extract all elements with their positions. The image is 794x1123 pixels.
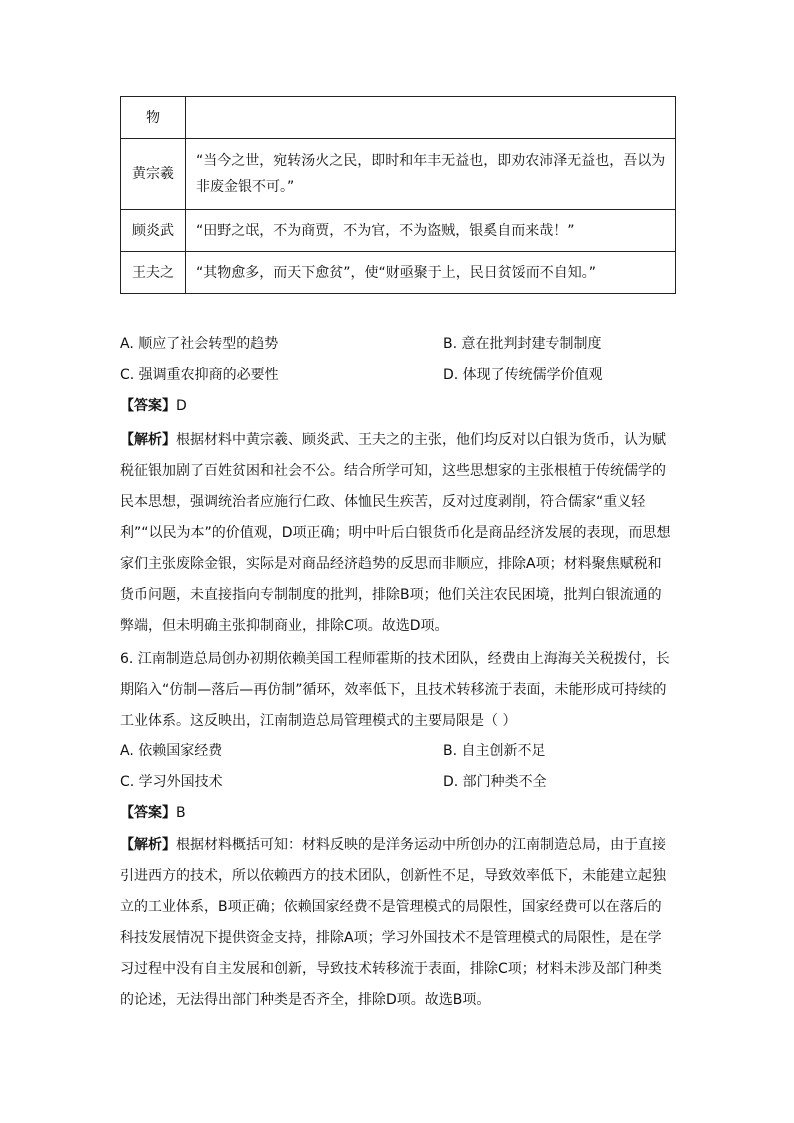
analysis-line: 的论述，无法得出部门种类是否齐全，排除D项。故选B项。: [120, 992, 491, 1008]
analysis-label: 【解析】: [120, 432, 176, 448]
q5-option-b[interactable]: B. 意在批判封建专制制度: [443, 336, 602, 352]
q5-option-c[interactable]: C. 强调重农抑商的必要性: [120, 367, 279, 383]
answer-value: B: [176, 805, 186, 821]
thinker-quote: [186, 97, 676, 139]
q6-analysis: [120, 830, 680, 1016]
analysis-line: 民本思想，强调统治者应施行仁政、体恤民生疾苦，反对过度剥削，符合儒家“重义轻: [120, 494, 646, 510]
analysis-line: 利”“以民为本”的价值观，D项正确；明中叶后白银货币化是商品经济发展的表现，而思想: [120, 525, 671, 541]
quote-line: “当今之世，宛转汤火之民，即时和年丰无益也，即劝农沛泽无益也，吾以为: [196, 153, 666, 169]
q5-option-a[interactable]: A. 顺应了社会转型的趋势: [120, 336, 279, 352]
thinker-name: 物: [121, 97, 186, 139]
q6-option-b[interactable]: B. 自主创新不足: [443, 743, 546, 759]
q5-analysis: [120, 425, 680, 642]
answer-label: 【答案】: [120, 398, 176, 414]
table-row: [121, 97, 676, 139]
table-row: [121, 252, 676, 294]
answer-label: 【答案】: [120, 805, 176, 821]
q5-answer: [120, 396, 187, 416]
q6-option-c[interactable]: C. 学习外国技术: [120, 774, 223, 790]
analysis-line: 引进西方的技术，所以依赖西方的技术团队，创新性不足，导致效率低下，未能建立起独: [120, 868, 666, 884]
thinker-name: 王夫之: [121, 252, 186, 294]
analysis-line: 税征银加剧了百姓贫困和社会不公。结合所学可知，这些思想家的主张根植于传统儒学的: [120, 463, 666, 479]
q6-answer: [120, 803, 186, 823]
thinker-quote: “田野之氓，不为商贾，不为官，不为盗贼，银奚自而来哉！”: [186, 210, 676, 252]
thinker-name: 顾炎武: [121, 210, 186, 252]
stem-line: 6. 江南制造总局创办初期依赖美国工程师霍斯的技术团队，经费由上海海关关税拨付，长: [120, 651, 670, 667]
stem-line: 工业体系。这反映出，江南制造总局管理模式的主要局限是（ ）: [120, 713, 517, 729]
analysis-line: 【解析】根据材料中黄宗羲、顾炎武、王夫之的主张，他们均反对以白银为货币，认为赋: [120, 432, 666, 448]
stem-line: 期陷入“仿制—落后—再仿制”循环，效率低下，且技术转移流于表面，未能形成可持续的: [120, 682, 667, 698]
thinker-quote: [186, 139, 676, 210]
quote-line: 非废金银不可。”: [196, 179, 295, 195]
q5-option-d[interactable]: D. 体现了传统儒学价值观: [443, 367, 603, 383]
analysis-line: 科技发展情况下提供资金支持，排除A项；学习外国技术不是管理模式的局限性，是在学: [120, 930, 662, 946]
thinker-quote: “其物愈多，而天下愈贫”，使“财亟聚于上，民日贫馁而不自知。”: [186, 252, 676, 294]
table-row: [121, 139, 676, 210]
analysis-line: 【解析】根据材料概括可知：材料反映的是洋务运动中所创办的江南制造总局，由于直接: [120, 837, 666, 853]
q6-option-d[interactable]: D. 部门种类不全: [443, 774, 547, 790]
q6-stem: [120, 644, 680, 737]
q6-option-a[interactable]: A. 依赖国家经费: [120, 743, 223, 759]
material-table: [120, 96, 676, 294]
analysis-line: 习过程中没有自主发展和创新，导致技术转移流于表面，排除C项；材料未涉及部门种类: [120, 961, 662, 977]
analysis-line: 家们主张废除金银，实际是对商品经济趋势的反思而非顺应，排除A项；材料聚焦赋税和: [120, 556, 662, 572]
table-row: [121, 210, 676, 252]
analysis-line: 弊端，但未明确主张抑制商业，排除C项。故选D项。: [120, 618, 449, 634]
thinker-name: 黄宗羲: [121, 139, 186, 210]
analysis-line: 立的工业体系，B项正确；依赖国家经费不是管理模式的局限性，国家经费可以在落后的: [120, 899, 662, 915]
answer-value: D: [176, 398, 187, 414]
analysis-line: 货币问题，未直接指向专制制度的批判，排除B项；他们关注农民困境，批判白银流通的: [120, 587, 662, 603]
analysis-label: 【解析】: [120, 837, 176, 853]
